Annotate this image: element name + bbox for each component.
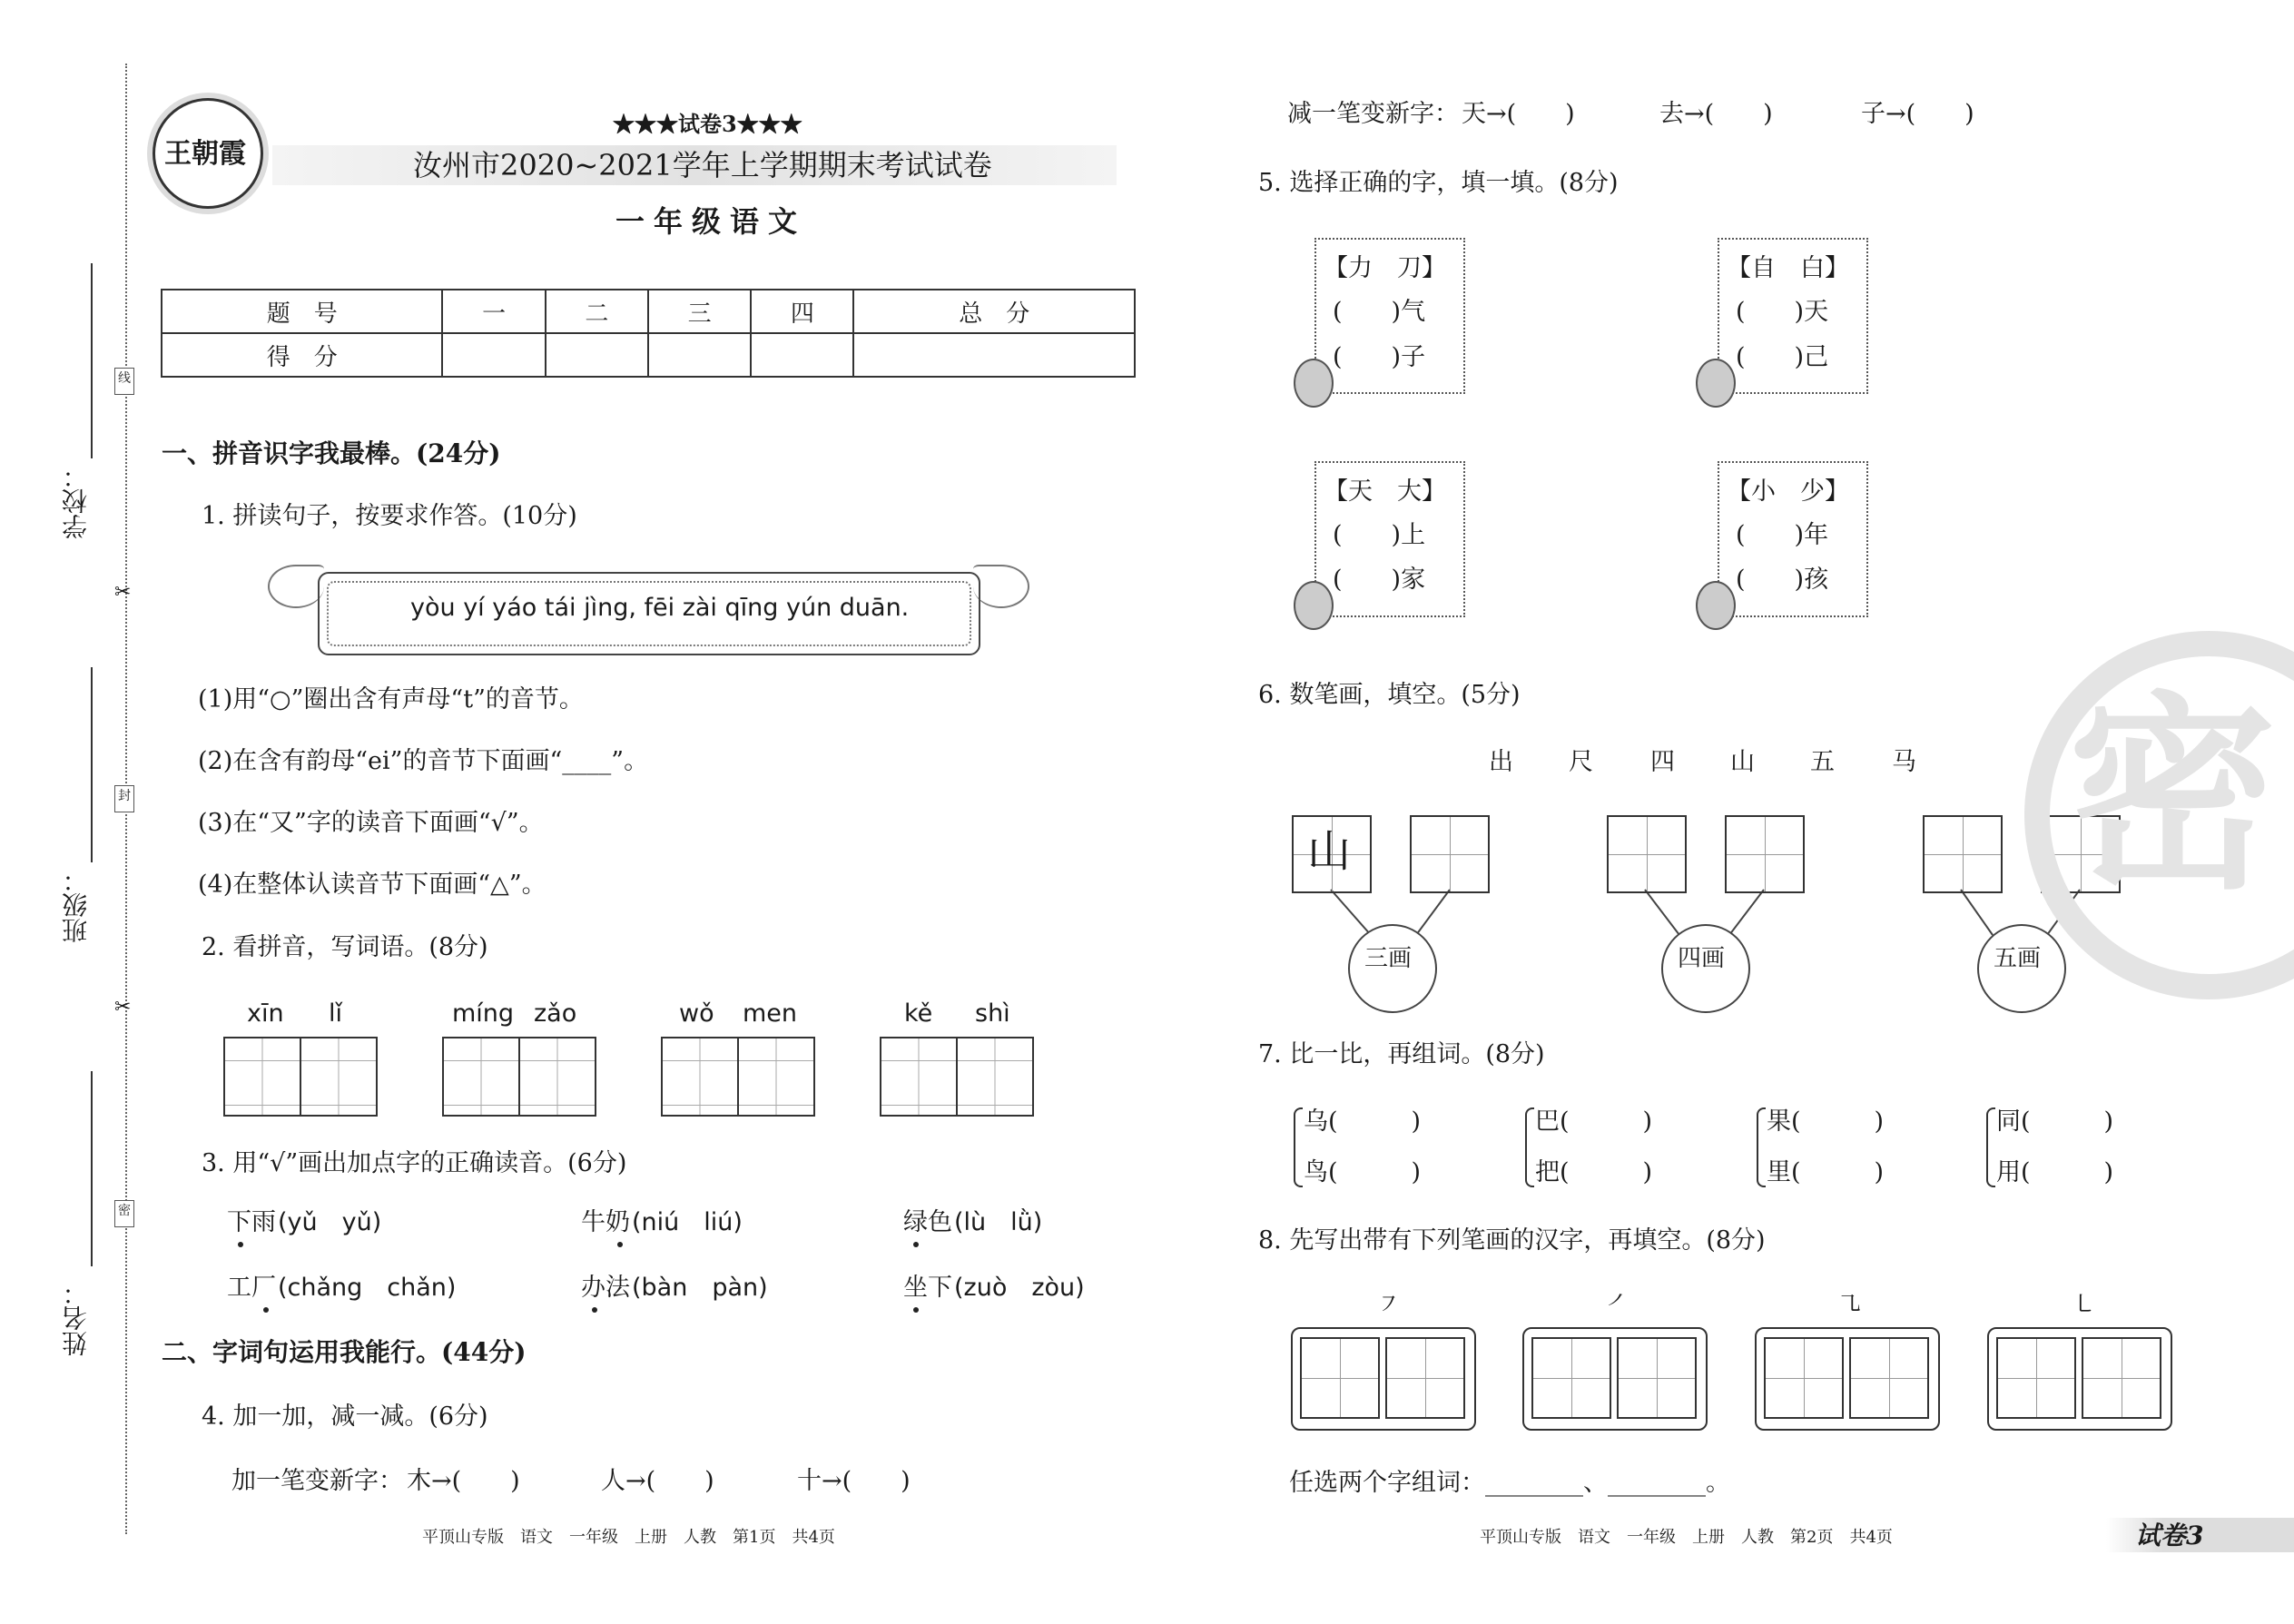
footer-left: 平顶山专版 语文 一年级 上册 人教 第1页 共4页 (422, 1528, 835, 1547)
q6-char: 五 (1810, 748, 1835, 776)
q5-line[interactable]: ( )上 (1333, 521, 1426, 549)
q8-title: 8. 先写出带有下列笔画的汉字，再填空。(8分) (1258, 1226, 1766, 1255)
paper-number: ★★★试卷3★★★ (613, 111, 802, 137)
q3-options[interactable]: (bàn pàn) (632, 1274, 768, 1302)
score-header-cell: 二 (546, 290, 648, 333)
q6-grid[interactable] (1410, 815, 1490, 893)
q5-line[interactable]: ( )己 (1736, 343, 1829, 371)
q3-word: 工厂 (227, 1274, 276, 1302)
q5-head: 【天 大】 (1324, 477, 1446, 506)
q8-grid[interactable] (1849, 1337, 1929, 1419)
scissors-icon: ✂ (114, 996, 132, 1019)
brace (1986, 1107, 1995, 1187)
q4-sub-item[interactable]: 去→( ) (1659, 100, 1773, 128)
page-subtitle: 一年级语文 (615, 204, 807, 239)
q8-grid[interactable] (2082, 1337, 2161, 1419)
q6-grid[interactable] (1607, 815, 1687, 893)
q7-word[interactable]: 巴( ) (1535, 1107, 1653, 1136)
score-row-label: 得 分 (162, 333, 442, 377)
q3-word: 牛奶 (581, 1208, 630, 1236)
q7-word[interactable]: 把( ) (1535, 1158, 1653, 1186)
pinyin: xīn (247, 999, 284, 1028)
q3-word: 绿色 (903, 1208, 952, 1236)
seal-seal: 封 (118, 789, 131, 803)
part2-heading: 二、字词句运用我能行。(44分) (162, 1337, 527, 1367)
q8-stroke: ㇈ (1837, 1291, 1862, 1319)
q8-grid[interactable] (1996, 1337, 2076, 1419)
q7-word[interactable]: 同( ) (1996, 1107, 2114, 1136)
q3-word: 办法 (581, 1274, 630, 1302)
q5-line[interactable]: ( )年 (1736, 521, 1829, 549)
brace (1757, 1107, 1766, 1187)
q8-grid[interactable] (1764, 1337, 1844, 1419)
pinyin: kě (904, 999, 933, 1028)
watermark-char: 密 (2068, 673, 2278, 918)
q4-sub-item[interactable]: 天→( ) (1462, 100, 1575, 128)
q6-char: 四 (1650, 748, 1675, 776)
q3-word: 坐下 (903, 1274, 952, 1302)
stroke-count-label: 四画 (1678, 945, 1726, 972)
q5-head: 【小 少】 (1727, 477, 1849, 506)
score-header-cell: 三 (648, 290, 751, 333)
q8-stroke: ㇄ (2072, 1291, 2096, 1319)
school-label: 学校： (61, 463, 91, 539)
seal-secret: 密 (118, 1204, 131, 1218)
q8-grid[interactable] (1617, 1337, 1697, 1419)
score-header-cell: 四 (751, 290, 853, 333)
q5-line[interactable]: ( )气 (1333, 298, 1426, 326)
pinyin: míng (452, 999, 515, 1028)
q4-sub-item[interactable]: 子→( ) (1861, 100, 1974, 128)
q8-stroke: ㇒ (1607, 1291, 1631, 1319)
q5-line[interactable]: ( )天 (1736, 298, 1829, 326)
q4-title: 4. 加一加，减一减。(6分) (202, 1403, 488, 1431)
pinyin-sentence: yòu yí yáo tái jìng, fēi zài qīng yún duān. (410, 594, 910, 622)
q5-head: 【力 刀】 (1324, 254, 1446, 282)
q4-add-item[interactable]: 人→( ) (601, 1467, 714, 1495)
q6-char: 山 (1730, 748, 1755, 776)
logo-text: 王朝霞 (164, 138, 246, 170)
q7-word[interactable]: 乌( ) (1304, 1107, 1422, 1136)
q1-item-4: (4)在整体认读音节下面画“△”。 (198, 871, 546, 899)
q4-add-label: 加一笔变新字： (231, 1467, 403, 1495)
q3-word: 下雨 (227, 1208, 276, 1236)
pinyin: men (743, 999, 798, 1028)
q7-word[interactable]: 里( ) (1767, 1158, 1885, 1186)
q7-word[interactable]: 鸟( ) (1304, 1158, 1422, 1186)
pinyin: wǒ (679, 999, 714, 1028)
pinyin: shì (975, 999, 1010, 1028)
stroke-count-label: 三画 (1364, 945, 1413, 972)
q3-options[interactable]: (niú liú) (632, 1208, 743, 1236)
page-title: 汝州市2020~2021学年上学期期末考试试卷 (413, 148, 992, 182)
class-label: 班级： (61, 867, 91, 943)
q3-options[interactable]: (zuò zòu) (954, 1274, 1085, 1302)
q6-char: 马 (1892, 748, 1916, 776)
q6-grid[interactable] (1923, 815, 2003, 893)
q5-line[interactable]: ( )家 (1333, 566, 1426, 594)
scissors-icon: ✂ (114, 581, 132, 604)
q1-item-1: (1)用“○”圈出含有声母“t”的音节。 (198, 685, 584, 714)
score-header-cell: 总 分 (853, 290, 1135, 333)
score-header-cell: 题 号 (162, 290, 442, 333)
q6-grid[interactable] (1725, 815, 1805, 893)
q4-add-item[interactable]: 十→( ) (797, 1467, 911, 1495)
q3-options[interactable]: (lù lǜ) (954, 1208, 1043, 1236)
part1-heading: 一、拼音识字我最棒。(24分) (162, 438, 501, 468)
q3-title: 3. 用“√”画出加点字的正确读音。(6分) (202, 1149, 627, 1177)
score-header-cell: 一 (442, 290, 545, 333)
q5-line[interactable]: ( )孩 (1736, 566, 1829, 594)
q3-options[interactable]: (chǎng chǎn) (278, 1274, 457, 1302)
brace (1294, 1107, 1303, 1187)
q1-title: 1. 拼读句子，按要求作答。(10分) (202, 502, 577, 530)
q1-item-2: (2)在含有韵母“ei”的音节下面画“____”。 (198, 747, 649, 775)
q5-title: 5. 选择正确的字，填一填。(8分) (1258, 169, 1619, 197)
seal-line: 线 (118, 371, 131, 386)
q2-title: 2. 看拼音，写词语。(8分) (202, 933, 488, 961)
q3-options[interactable]: (yǔ yǔ) (278, 1208, 382, 1236)
q4-add-item[interactable]: 木→( ) (407, 1467, 520, 1495)
footer-tag: 试卷3 (2135, 1521, 2204, 1550)
q8-grid[interactable] (1531, 1337, 1611, 1419)
footer-right: 平顶山专版 语文 一年级 上册 人教 第2页 共4页 (1480, 1528, 1893, 1547)
q7-title: 7. 比一比，再组词。(8分) (1258, 1040, 1545, 1068)
q7-word[interactable]: 果( ) (1767, 1107, 1885, 1136)
q1-item-3: (3)在“又”字的读音下面画“√”。 (198, 809, 544, 837)
q7-word[interactable]: 用( ) (1996, 1158, 2114, 1186)
q8-fill[interactable]: 任选两个字组词：________、________。 (1289, 1469, 1730, 1497)
q8-stroke: ㇇ (1376, 1291, 1401, 1319)
stroke-count-label: 五画 (1994, 945, 2042, 972)
brace (1525, 1107, 1534, 1187)
q6-title: 6. 数笔画，填空。(5分) (1258, 681, 1521, 709)
q6-char: 出 (1489, 748, 1513, 776)
q8-grid[interactable] (1300, 1337, 1380, 1419)
pinyin: zǎo (534, 999, 577, 1028)
q6-filled-char: 山 (1307, 826, 1352, 877)
q8-grid[interactable] (1385, 1337, 1465, 1419)
q5-line[interactable]: ( )子 (1333, 343, 1426, 371)
q4-sub-label: 减一笔变新字： (1287, 100, 1459, 128)
pinyin: lǐ (329, 999, 343, 1028)
q6-char: 尺 (1569, 748, 1593, 776)
name-label: 姓名： (61, 1280, 91, 1356)
q5-head: 【自 白】 (1727, 254, 1849, 282)
